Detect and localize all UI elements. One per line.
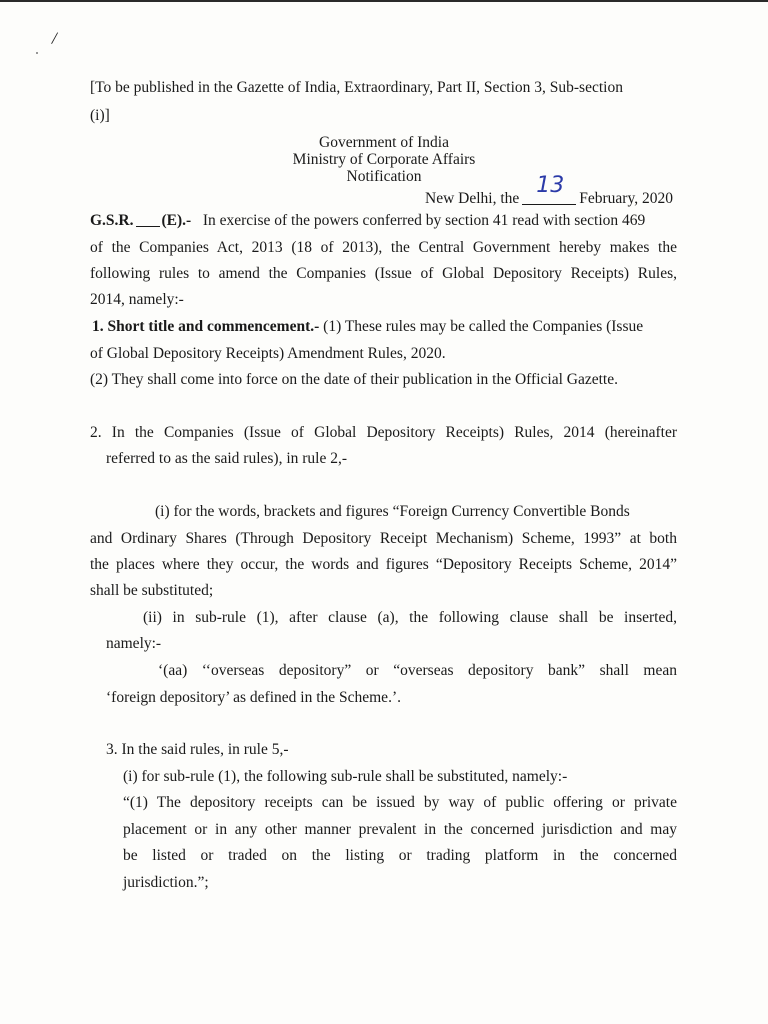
rule3-quote-line-4: jurisdiction.”; xyxy=(123,874,209,891)
rule3-quote-line-2: placement or in any other manner prevalent in the concerned jurisdiction and may xyxy=(123,821,677,838)
preamble-line-3: following rules to amend the Companies (Issue of Global Depository Receipts) Rules, xyxy=(90,265,677,282)
rule3-line-1: 3. In the said rules, in rule 5,- xyxy=(106,741,289,758)
rule2-i-line-4: shall be substituted; xyxy=(90,582,214,599)
rule3-quote-line-3: be listed or traded on the listing or trading platform in the concerned xyxy=(123,847,677,864)
rule3-i-line-1: (i) for sub-rule (1), the following sub-rule shall be substituted, namely:- xyxy=(123,768,568,785)
gsr-blank xyxy=(136,212,160,227)
rule1-heading: 1. Short title and commencement.- xyxy=(92,318,320,335)
pen-mark: / xyxy=(50,27,59,49)
gsr-label: G.S.R. xyxy=(90,212,134,229)
ministry-title: Ministry of Corporate Affairs xyxy=(292,151,476,168)
preamble-line-2: of the Companies Act, 2013 (18 of 2013), the Central Government hereby makes the xyxy=(90,239,677,256)
rule2-line-1: 2. In the Companies (Issue of Global Depository Receipts) Rules, 2014 (hereinafter xyxy=(90,424,677,441)
gazette-line-1: [To be published in the Gazette of India, Extraordinary, Part II, Section 3, Sub-section xyxy=(90,79,623,96)
preamble-text-1: In exercise of the powers conferred by section 41 read with section 469 xyxy=(202,212,646,229)
rule2-line-2: referred to as the said rules), in rule 2,- xyxy=(106,450,348,467)
rule1-line-2: of Global Depository Receipts) Amendment Rules, 2020. xyxy=(90,345,446,362)
rule1-text-1: (1) These rules may be called the Companies (Issue xyxy=(323,318,644,335)
scan-top-edge xyxy=(0,0,768,2)
rule2-i-line-1: (i) for the words, brackets and figures “Foreign Currency Convertible Bonds xyxy=(155,503,630,520)
date-line xyxy=(425,173,673,209)
gsr-suffix: (E).- xyxy=(161,212,192,229)
rule2-aa-line-2: ‘foreign depository’ as defined in the Scheme.’. xyxy=(106,689,401,706)
preamble-line-4: 2014, namely:- xyxy=(90,291,184,308)
rule2-i-line-3: the places where they occur, the words and figures “Depository Receipts Scheme, 2014” xyxy=(90,556,677,573)
date-blank xyxy=(522,173,576,205)
rule2-ii-line-1: (ii) in sub-rule (1), after clause (a), the following clause shall be inserted, xyxy=(143,609,677,626)
date-suffix: February, 2020 xyxy=(579,190,673,207)
notification-title: Notification xyxy=(346,168,422,185)
rule2-ii-line-2: namely:- xyxy=(106,635,162,652)
government-title: Government of India xyxy=(319,134,449,151)
rule1-line-1 xyxy=(92,317,643,337)
gazette-line-2: (i)] xyxy=(90,107,110,124)
rule3-quote-line-1: “(1) The depository receipts can be issued by way of public offering or private xyxy=(123,794,677,811)
handwritten-date: 13 xyxy=(536,173,565,198)
rule2-aa-line-1: ‘(aa) ‘‘overseas depository” or “overseas depository bank” shall mean xyxy=(158,662,677,679)
rule2-i-line-2: and Ordinary Shares (Through Depository Receipt Mechanism) Scheme, 1993” at both xyxy=(90,530,677,547)
scan-speck xyxy=(36,52,38,54)
date-prefix: New Delhi, the xyxy=(425,190,520,207)
rule1-line-3: (2) They shall come into force on the date of their publication in the Official Gazette. xyxy=(90,371,618,388)
preamble-line-1 xyxy=(90,211,645,231)
